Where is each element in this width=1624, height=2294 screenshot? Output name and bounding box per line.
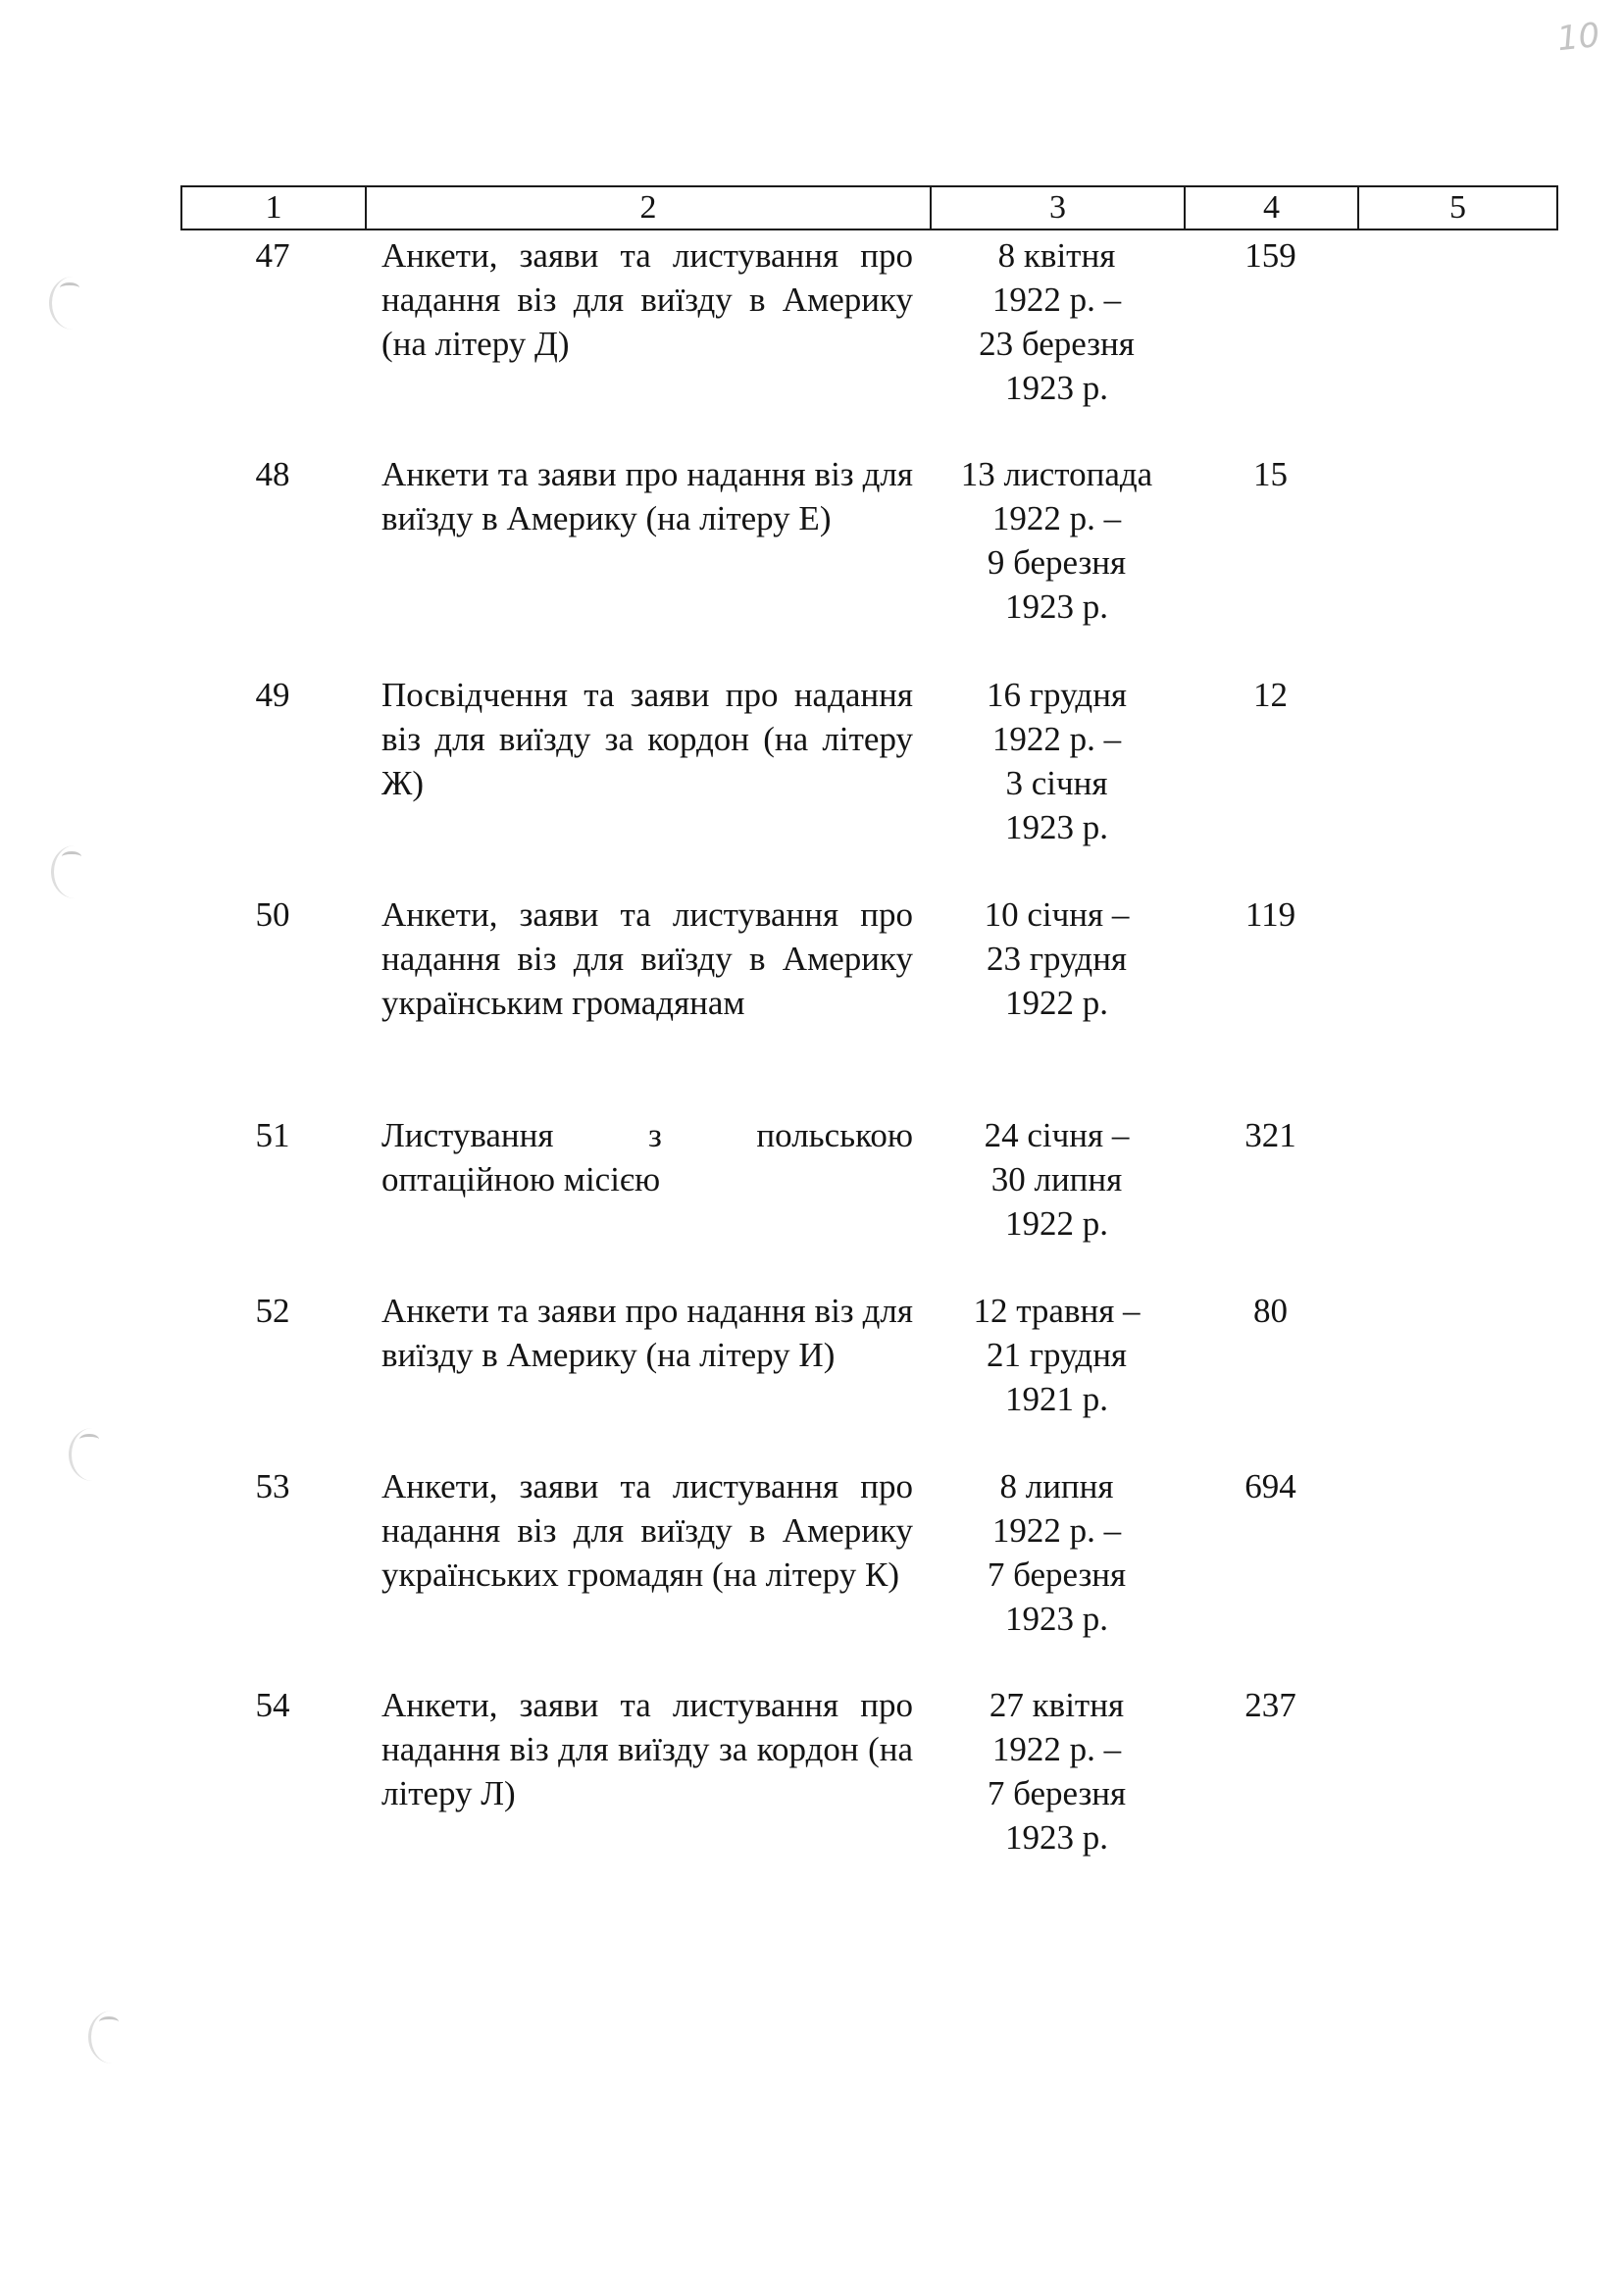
entry-sheet-count: 80: [1253, 1292, 1288, 1330]
punch-hole-mark: [88, 2011, 136, 2064]
date-line: 27 квітня: [989, 1686, 1125, 1724]
entry-number: 51: [255, 1116, 290, 1154]
date-line: 1922 р.: [1005, 984, 1108, 1022]
date-line: 1922 р. –: [991, 1511, 1122, 1550]
entry-dates: [930, 452, 1184, 629]
entry-dates: [930, 1464, 1184, 1641]
entry-sheet-count: 159: [1244, 236, 1296, 275]
entry-title: Анкети, заяви та листування про надання віз для виїзду за кордон (на літеру Л): [381, 1686, 913, 1812]
entry-number: 54: [255, 1686, 290, 1724]
column-header-3: 3: [932, 187, 1186, 229]
date-line: 24 січня –: [984, 1116, 1130, 1154]
date-line: 1922 р. –: [991, 280, 1122, 319]
entry-title: Анкети та заяви про надання віз для виїзду в Америку (на літеру И): [381, 1292, 913, 1374]
date-line: 8 квітня: [997, 236, 1116, 275]
date-line: 1921 р.: [1005, 1380, 1108, 1418]
entry-number: 47: [255, 236, 290, 275]
date-line: 21 грудня: [986, 1336, 1128, 1374]
entry-sheet-count: 237: [1244, 1686, 1296, 1724]
entry-number: 49: [255, 676, 290, 714]
date-line: 7 березня: [987, 1555, 1127, 1594]
entry-dates: [930, 673, 1184, 849]
punch-hole-mark: [51, 845, 99, 898]
entry-sheet-count: 694: [1244, 1467, 1296, 1505]
date-line: 1923 р.: [1005, 587, 1108, 626]
date-line: 10 січня –: [984, 895, 1130, 934]
column-header-4: 4: [1186, 187, 1359, 229]
entry-sheet-count: 12: [1253, 676, 1288, 714]
entry-number: 53: [255, 1467, 290, 1505]
entry-dates: [930, 892, 1184, 1025]
entry-number: 48: [255, 455, 290, 493]
date-line: 9 березня: [987, 543, 1127, 582]
entry-dates: [930, 233, 1184, 410]
entry-dates: [930, 1683, 1184, 1860]
date-line: 30 липня: [990, 1160, 1123, 1198]
date-line: 8 липня: [999, 1467, 1114, 1505]
date-line: 23 березня: [979, 325, 1135, 363]
entry-title: Посвідчення та заяви про надання віз для виїзду за кордон (на літеру Ж): [381, 676, 913, 802]
entry-title: Анкети та заяви про надання віз для виїзду в Америку (на літеру Е): [381, 455, 913, 537]
punch-hole-mark: [69, 1428, 117, 1481]
column-header-1: 1: [182, 187, 367, 229]
entry-number: 50: [255, 895, 290, 934]
entry-title: Анкети, заяви та листування про надання віз для виїзду в Америку (на літеру Д): [381, 236, 913, 363]
column-header-2: 2: [367, 187, 932, 229]
entry-sheet-count: 119: [1244, 895, 1296, 934]
date-line: 1922 р. –: [991, 499, 1122, 537]
entry-sheet-count: 321: [1244, 1116, 1296, 1154]
column-header-5: 5: [1449, 189, 1466, 226]
date-line: 3 січня: [1005, 764, 1108, 802]
entry-sheet-count: 15: [1253, 455, 1288, 493]
date-line: 16 грудня: [986, 676, 1128, 714]
date-line: 1923 р.: [1005, 369, 1108, 407]
date-line: 1923 р.: [1005, 1600, 1108, 1638]
entry-dates: [930, 1289, 1184, 1421]
entry-title: Анкети, заяви та листування про надання віз для виїзду в Америку українським громадянам: [381, 895, 913, 1022]
date-line: 1922 р.: [1005, 1204, 1108, 1243]
date-line: 1922 р. –: [991, 1730, 1122, 1768]
date-line: 1922 р. –: [991, 720, 1122, 758]
date-line: 7 березня: [987, 1774, 1127, 1812]
entry-title: Листування з польською оптаційною місією: [381, 1116, 913, 1198]
page-number: 10: [1555, 15, 1602, 60]
date-line: 13 листопада: [960, 455, 1153, 493]
date-line: 1923 р.: [1005, 808, 1108, 846]
date-line: 1923 р.: [1005, 1818, 1108, 1857]
punch-hole-mark: [49, 277, 97, 330]
date-line: 12 травня –: [973, 1292, 1141, 1330]
date-line: 23 грудня: [986, 940, 1128, 978]
entry-title: Анкети, заяви та листування про надання віз для виїзду в Америку українських громадян (на літеру К): [381, 1467, 913, 1594]
entry-number: 52: [255, 1292, 290, 1330]
entry-dates: [930, 1113, 1184, 1246]
column-header-row: [180, 185, 1558, 230]
